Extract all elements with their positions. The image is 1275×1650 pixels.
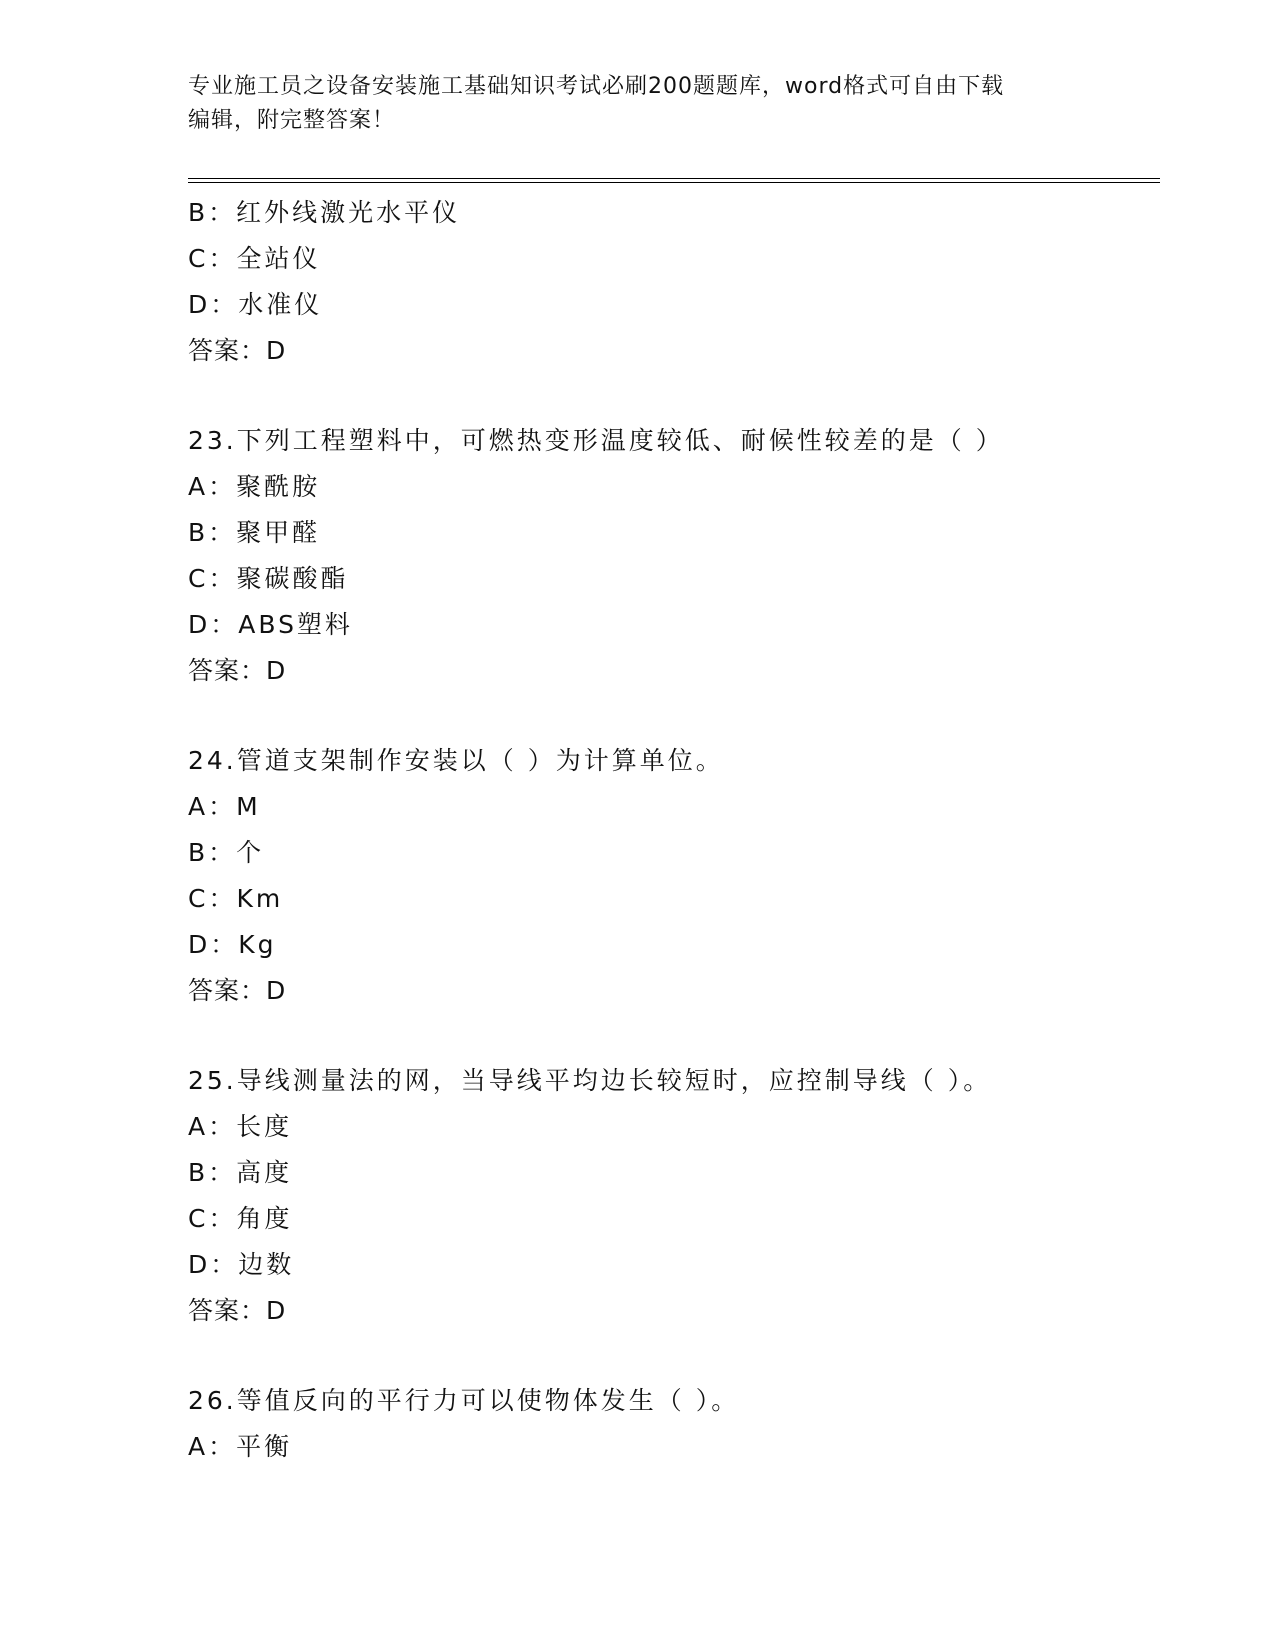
question-26: [188, 1378, 1160, 1470]
question-list: [188, 190, 1160, 1470]
option-a: A：聚酰胺: [188, 472, 321, 501]
answer-line: 答案：D: [188, 976, 287, 1005]
option-b: B：聚甲醛: [188, 518, 321, 547]
option-d: D：边数: [188, 1250, 295, 1279]
question-stem: 23.下列工程塑料中，可燃热变形温度较低、耐候性较差的是（ ）: [188, 426, 1004, 455]
option-b: B：红外线激光水平仪: [188, 198, 461, 227]
answer-line: 答案：D: [188, 1296, 287, 1325]
header-title-line-1: 专业施工员之设备安装施工基础知识考试必刷200题题库，word格式可自由下载: [188, 74, 1005, 99]
document-header: [188, 70, 1088, 138]
question-25: [188, 1058, 1160, 1334]
option-a: A：平衡: [188, 1432, 293, 1461]
option-c: C：Km: [188, 884, 284, 913]
option-a: A：M: [188, 792, 261, 821]
header-divider: [188, 178, 1160, 183]
option-d: D：Kg: [188, 930, 277, 959]
option-c: C：全站仪: [188, 244, 321, 273]
option-c: C：聚碳酸酯: [188, 564, 349, 593]
question-23: [188, 418, 1160, 694]
question-stem: 24.管道支架制作安装以（ ）为计算单位。: [188, 746, 724, 775]
option-b: B：高度: [188, 1158, 293, 1187]
option-b: B：个: [188, 838, 265, 867]
question-22-continued: [188, 190, 1160, 374]
answer-line: 答案：D: [188, 656, 287, 685]
option-d: D：水准仪: [188, 290, 323, 319]
option-a: A：长度: [188, 1112, 293, 1141]
option-c: C：角度: [188, 1204, 293, 1233]
header-title-line-2: 编辑，附完整答案！: [188, 108, 396, 133]
question-24: [188, 738, 1160, 1014]
answer-line: 答案：D: [188, 336, 287, 365]
question-stem: 25.导线测量法的网，当导线平均边长较短时，应控制导线（ ）。: [188, 1066, 992, 1095]
option-d: D：ABS塑料: [188, 610, 353, 639]
question-stem: 26.等值反向的平行力可以使物体发生（ ）。: [188, 1386, 740, 1415]
